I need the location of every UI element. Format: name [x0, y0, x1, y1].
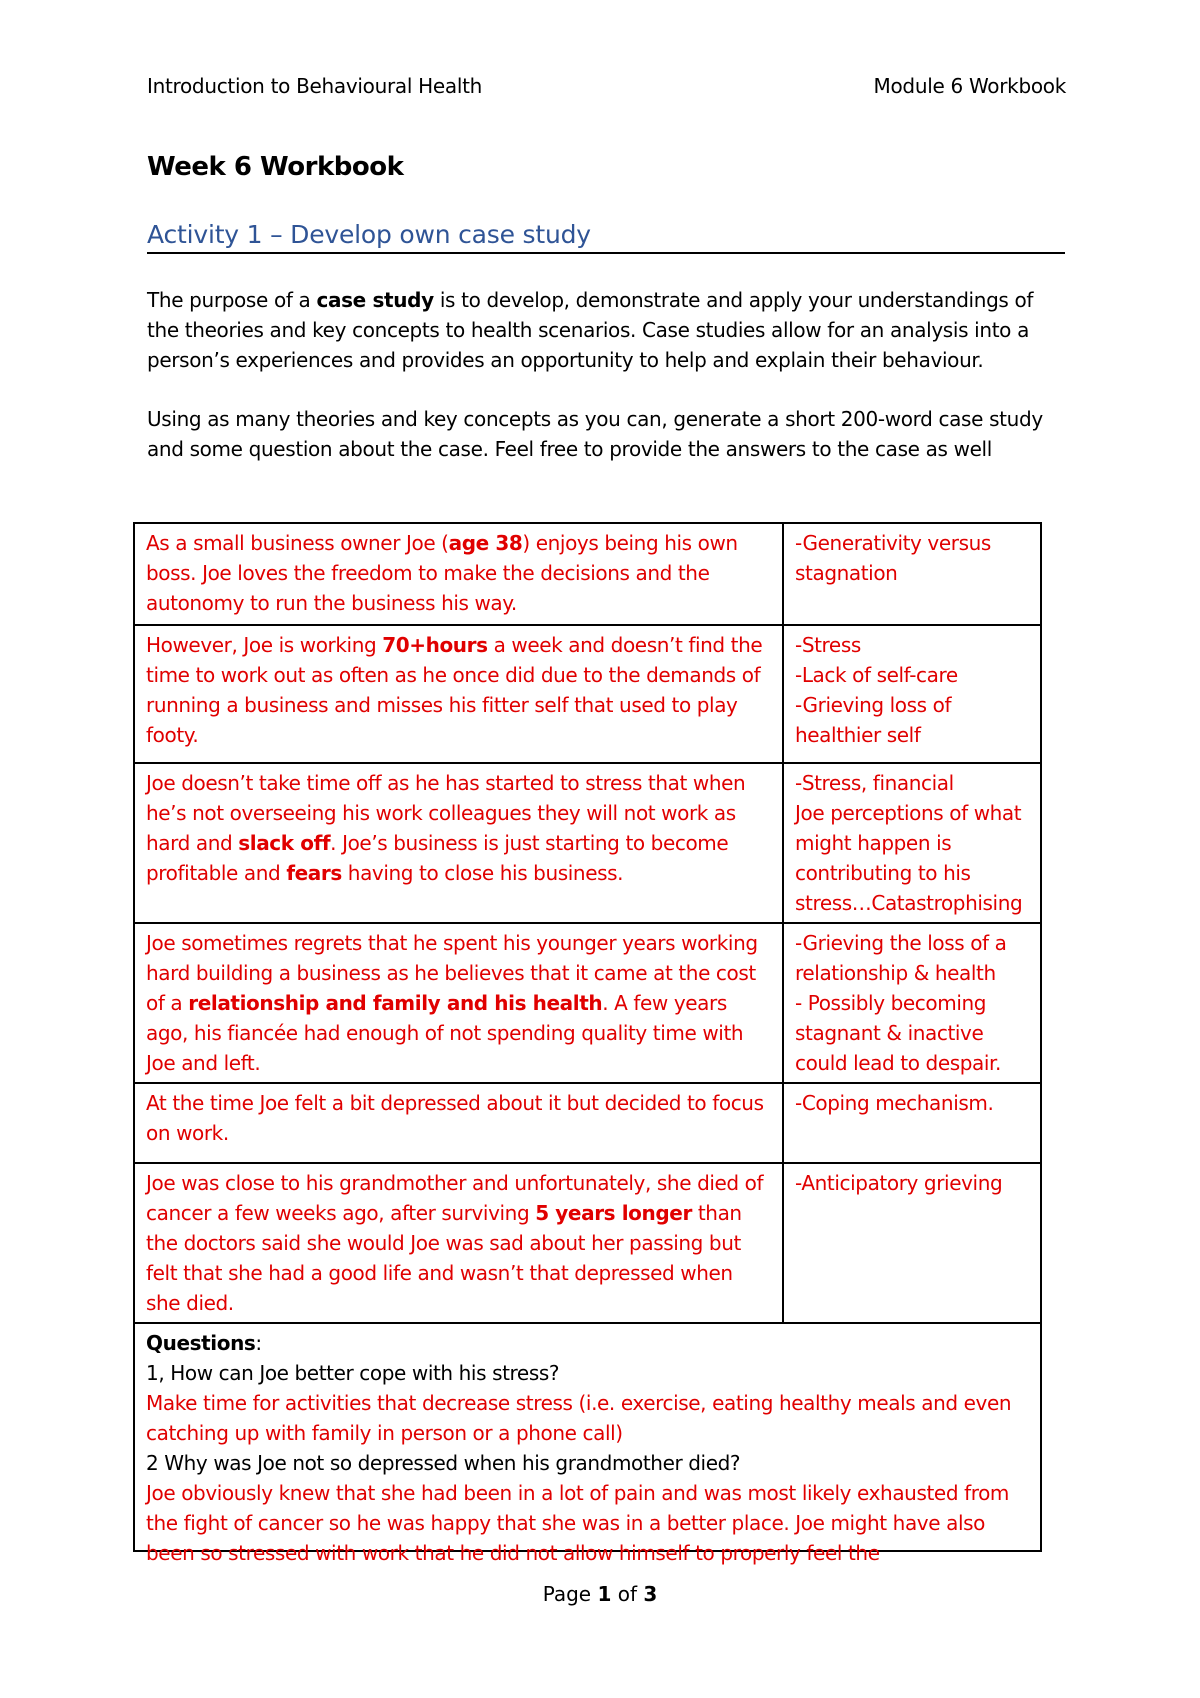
concept-note-cell: -Stress -Lack of self-care -Grieving loss of healthier self	[783, 625, 1041, 763]
case-text-cell: Joe sometimes regrets that he spent his younger years working hard building a business as he believes that it came at the cost of a relationship and family and his health. A few years ago, his fiancée had enough of not spending quality time with Joe and left.	[134, 923, 783, 1083]
page-title: Week 6 Workbook	[147, 152, 404, 182]
questions-heading: Questions:	[146, 1331, 262, 1355]
activity-heading: Activity 1 – Develop own case study	[147, 220, 591, 249]
concept-note-cell: -Stress, financial Joe perceptions of what might happen is contributing to his stress…Catastrophising	[783, 763, 1041, 923]
concept-note-cell: -Grieving the loss of a relationship & health - Possibly becoming stagnant & inactive could lead to despair.	[783, 923, 1041, 1083]
intro-paragraph-1	[147, 285, 1067, 375]
question-1: 1, How can Joe better cope with his stress?	[146, 1361, 560, 1385]
intro-text: is to develop, demonstrate and apply your understandings of the theories and key concepts to health scenarios. Case studies allow for an analysis into a person’s experiences and provides an opportunity to help and explain their behaviour.	[147, 288, 1034, 372]
table-row	[134, 523, 1041, 625]
question-2: 2 Why was Joe not so depressed when his grandmother died?	[146, 1451, 741, 1475]
case-text-cell: Joe was close to his grandmother and unfortunately, she died of cancer a few weeks ago, after surviving 5 years longer than the doctors said she would Joe was sad about her passing but felt that she had a good life and wasn’t that depressed when she died.	[134, 1163, 783, 1323]
table-row	[134, 1083, 1041, 1163]
questions-cell	[134, 1323, 1041, 1565]
table-row	[134, 763, 1041, 923]
header-module-label: Module 6 Workbook	[873, 74, 1066, 98]
table-row	[134, 923, 1041, 1083]
case-study-table	[133, 522, 1042, 1565]
concept-note-cell: -Generativity versus stagnation	[783, 523, 1041, 625]
concept-note-cell: -Anticipatory grieving	[783, 1163, 1041, 1323]
header-course-title: Introduction to Behavioural Health	[147, 74, 483, 98]
intro-text: The purpose of a	[147, 288, 317, 312]
case-text-cell: Joe doesn’t take time off as he has started to stress that when he’s not overseeing his work colleagues they will not work as hard and slack off. Joe’s business is just starting to become profitable and fears having to close his business.	[134, 763, 783, 923]
questions-row	[134, 1323, 1041, 1551]
case-text-cell: At the time Joe felt a bit depressed about it but decided to focus on work.	[134, 1083, 783, 1163]
intro-paragraph-2: Using as many theories and key concepts as you can, generate a short 200-word case study and some question about the case. Feel free to provide the answers to the case as well	[147, 407, 1043, 461]
heading-underline	[147, 252, 1065, 254]
table-row	[134, 625, 1041, 763]
concept-note-cell: -Coping mechanism.	[783, 1083, 1041, 1163]
intro-bold-term: case study	[316, 288, 434, 312]
answer-1: Make time for activities that decrease stress (i.e. exercise, eating healthy meals and even catching up with family in person or a phone call)	[146, 1391, 1012, 1445]
page-number: Page 1 of 3	[542, 1582, 658, 1606]
case-text-cell: As a small business owner Joe (age 38) enjoys being his own boss. Joe loves the freedom to make the decisions and the autonomy to run the business his way.	[134, 523, 783, 625]
answer-2: Joe obviously knew that she had been in a lot of pain and was most likely exhausted from the fight of cancer so he was happy that she was in a better place. Joe might have also been so stressed with work that he did not allow himself to properly feel the	[146, 1481, 1010, 1565]
case-text-cell: However, Joe is working 70+hours a week and doesn’t find the time to work out as often as he once did due to the demands of running a business and misses his fitter self that used to play footy.	[134, 625, 783, 763]
table-row	[134, 1163, 1041, 1323]
